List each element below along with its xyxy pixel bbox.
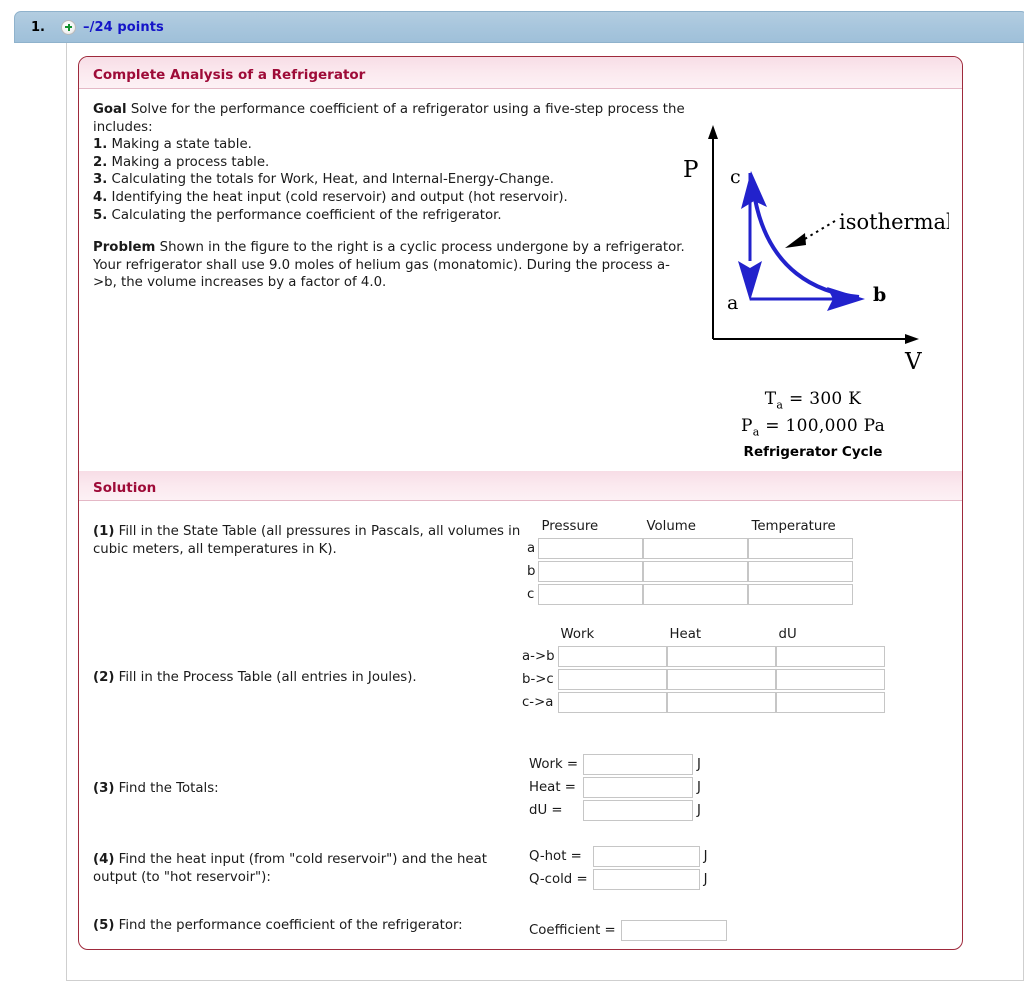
totals-label-du: dU =: [529, 803, 563, 818]
process-cell-ab-heat: [667, 645, 776, 668]
goal-paragraph: [93, 101, 693, 136]
parameter-Pa-value: = 100,000 Pa: [765, 416, 886, 437]
totals-unit-heat: J: [697, 780, 701, 795]
totals-cell-work: [583, 753, 693, 776]
axis-label-pressure: P: [683, 157, 699, 183]
state-table-wrapper: [527, 519, 853, 606]
q-input-hot[interactable]: [593, 846, 700, 867]
q-row-hot: [529, 845, 708, 868]
problem-description: Shown in the figure to the right is a cyclic process undergone by a refrigerator. Your refrigerator shall use 9.0 moles of helium gas (monatomic). During the process a->b, the volume increases by a factor of 4.0.: [93, 240, 685, 291]
step-text-3: Calculating the totals for Work, Heat, and Internal-Energy-Change.: [111, 172, 555, 188]
part3-number: (3): [93, 781, 115, 796]
problem-card: [78, 56, 963, 950]
state-input-a-volume[interactable]: [643, 538, 748, 559]
state-input-a-temperature[interactable]: [748, 538, 853, 559]
point-label-b: b: [873, 284, 887, 306]
state-input-c-volume[interactable]: [643, 584, 748, 605]
totals-input-heat[interactable]: [583, 777, 693, 798]
step-number-4: 4.: [93, 189, 108, 205]
process-table-col-heat: Heat: [669, 627, 702, 642]
totals-row-heat: [529, 776, 701, 799]
question-number: 1.: [31, 19, 45, 35]
totals-cell-du: [583, 799, 693, 822]
part2-text: Fill in the Process Table (all entries in Joules).: [118, 670, 417, 685]
coefficient-input[interactable]: [621, 920, 727, 941]
step-number-2: 2.: [93, 154, 108, 170]
totals-table: [529, 753, 701, 822]
parameter-Pa-subscript: a: [752, 425, 760, 439]
state-input-c-pressure[interactable]: [538, 584, 643, 605]
point-label-c: c: [730, 166, 741, 188]
state-table-corner: [527, 519, 538, 537]
coefficient-wrapper: [529, 919, 727, 942]
figure-caption: Refrigerator Cycle: [743, 443, 883, 460]
q-row-cold: [529, 868, 708, 891]
part3-prompt: [93, 780, 523, 798]
solution-body: [79, 501, 962, 950]
state-cell-b-temperature: [748, 560, 853, 583]
problem-title: Complete Analysis of a Refrigerator: [93, 67, 366, 83]
state-cell-a-pressure: [538, 537, 643, 560]
point-label-a: a: [727, 292, 739, 314]
process-cell-ab-du: [776, 645, 885, 668]
points-label: –/24 points: [83, 19, 164, 35]
step-number-5: 5.: [93, 207, 108, 223]
process-input-ab-du[interactable]: [776, 646, 885, 667]
coefficient-label: Coefficient =: [529, 923, 616, 938]
problem-paragraph: [93, 239, 693, 292]
part3-text: Find the Totals:: [118, 781, 219, 796]
step-text-1: Making a state table.: [111, 137, 252, 153]
goal-text: Solve for the performance coefficient of a refrigerator using a five-step process the includes:: [93, 102, 685, 135]
goal-label: Goal: [93, 102, 127, 117]
step-number-1: 1.: [93, 137, 108, 153]
q-unit-hot: J: [703, 849, 708, 864]
part4-number: (4): [93, 852, 115, 867]
q-cell-cold: [593, 868, 700, 891]
problem-text-block: [93, 101, 693, 292]
step-text-5: Calculating the performance coefficient of the refrigerator.: [111, 207, 502, 223]
process-table-wrapper: [522, 627, 885, 714]
plus-circle-icon[interactable]: [61, 20, 76, 35]
parameter-Pa-symbol: P: [740, 416, 753, 437]
parameter-Ta: [677, 389, 949, 411]
state-table: [527, 519, 853, 606]
pv-diagram-svg: [677, 121, 949, 371]
process-table-corner: [522, 627, 558, 645]
problem-title-band: [79, 57, 962, 89]
q-unit-cold: J: [703, 872, 708, 887]
pressure-axis-arrowhead: [708, 125, 718, 139]
q-label-hot: Q-hot =: [529, 849, 582, 864]
parameter-Ta-value: = 300 K: [788, 389, 862, 409]
process-cell-bc-heat: [667, 668, 776, 691]
part2-number: (2): [93, 670, 115, 685]
step-text-4: Identifying the heat input (cold reservoir) and output (hot reservoir).: [111, 189, 568, 205]
table-row: [522, 645, 885, 668]
totals-label-work: Work =: [529, 757, 579, 772]
totals-input-work[interactable]: [583, 754, 693, 775]
coefficient-cell: [621, 919, 727, 942]
process-table: [522, 627, 885, 714]
state-input-a-pressure[interactable]: [538, 538, 643, 559]
step-item-5: [93, 207, 693, 225]
process-input-bc-work[interactable]: [558, 669, 667, 690]
totals-cell-heat: [583, 776, 693, 799]
process-input-ca-du[interactable]: [776, 692, 885, 713]
state-cell-b-pressure: [538, 560, 643, 583]
process-row-label-ca: c->a: [522, 695, 554, 710]
solution-title-band: [79, 471, 962, 501]
step-text-2: Making a process table.: [111, 154, 270, 170]
totals-input-du[interactable]: [583, 800, 693, 821]
process-cell-bc-du: [776, 668, 885, 691]
state-row-label-b: b: [527, 564, 536, 579]
part2-prompt: [93, 669, 523, 687]
process-input-ca-work[interactable]: [558, 692, 667, 713]
state-cell-c-temperature: [748, 583, 853, 606]
state-table-col-volume: Volume: [646, 519, 696, 534]
state-row-label-c: c: [527, 587, 535, 602]
state-input-c-temperature[interactable]: [748, 584, 853, 605]
totals-label-heat: Heat =: [529, 780, 576, 795]
process-input-ab-work[interactable]: [558, 646, 667, 667]
table-row: [527, 537, 853, 560]
totals-row-du: [529, 799, 701, 822]
process-row-label-bc: b->c: [522, 672, 554, 687]
solution-title: Solution: [93, 480, 157, 496]
part1-number: (1): [93, 524, 115, 539]
process-cell-ca-heat: [667, 691, 776, 714]
part5-prompt: [93, 917, 523, 935]
isothermal-annotation: isothermal: [839, 210, 949, 234]
q-input-cold[interactable]: [593, 869, 700, 890]
part5-number: (5): [93, 918, 115, 933]
totals-unit-work: J: [697, 757, 701, 772]
process-cell-ab-work: [558, 645, 667, 668]
state-cell-b-volume: [643, 560, 748, 583]
table-row: [527, 583, 853, 606]
figure-parameters: [677, 389, 949, 460]
part4-text: Find the heat input (from "cold reservoir") and the heat output (to "hot reservoir"):: [93, 852, 487, 885]
process-cell-ca-work: [558, 691, 667, 714]
process-input-ab-heat[interactable]: [667, 646, 776, 667]
process-input-bc-du[interactable]: [776, 669, 885, 690]
table-row: [522, 691, 885, 714]
step-item-2: [93, 154, 693, 172]
totals-row-work: [529, 753, 701, 776]
coefficient-table: [529, 919, 727, 942]
part5-text: Find the performance coefficient of the refrigerator:: [118, 918, 463, 933]
process-table-col-work: Work: [560, 627, 595, 642]
q-label-cold: Q-cold =: [529, 872, 588, 887]
problem-label: Problem: [93, 240, 156, 256]
process-row-label-ab: a->b: [522, 649, 555, 664]
q-fields-wrapper: [529, 845, 708, 891]
parameter-Pa: [677, 416, 949, 438]
step-number-3: 3.: [93, 172, 108, 188]
process-table-col-du: dU: [778, 627, 797, 642]
parameter-Ta-subscript: a: [776, 398, 784, 412]
part1-text: Fill in the State Table (all pressures in Pascals, all volumes in cubic meters, all temperatures in K).: [93, 524, 521, 557]
parameter-Ta-symbol: T: [764, 389, 777, 409]
totals-unit-du: J: [697, 803, 701, 818]
state-cell-c-pressure: [538, 583, 643, 606]
process-c-to-a-arrowhead: [738, 261, 762, 301]
state-cell-c-volume: [643, 583, 748, 606]
process-cell-ca-du: [776, 691, 885, 714]
coefficient-row: [529, 919, 727, 942]
process-table-header-row: [522, 627, 885, 645]
q-cell-hot: [593, 845, 700, 868]
problem-statement-area: [79, 89, 962, 471]
step-item-1: [93, 136, 693, 154]
state-table-header-row: [527, 519, 853, 537]
volume-axis-arrowhead: [905, 334, 919, 344]
step-item-4: [93, 189, 693, 207]
isothermal-pointer-arrowhead: [785, 233, 806, 248]
state-input-b-pressure[interactable]: [538, 561, 643, 582]
state-table-col-pressure: Pressure: [541, 519, 599, 534]
totals-wrapper: [529, 753, 701, 822]
question-header-bar: [14, 11, 1024, 43]
part1-prompt: [93, 523, 523, 558]
state-table-col-temperature: Temperature: [751, 519, 836, 534]
table-row: [527, 560, 853, 583]
step-item-3: [93, 171, 693, 189]
table-row: [522, 668, 885, 691]
state-input-b-volume[interactable]: [643, 561, 748, 582]
process-input-bc-heat[interactable]: [667, 669, 776, 690]
process-input-ca-heat[interactable]: [667, 692, 776, 713]
process-cell-bc-work: [558, 668, 667, 691]
isothermal-pointer-line: [803, 221, 835, 240]
state-cell-a-temperature: [748, 537, 853, 560]
q-fields-table: [529, 845, 708, 891]
state-cell-a-volume: [643, 537, 748, 560]
text-spacer: [93, 224, 693, 239]
state-row-label-a: a: [527, 541, 536, 556]
part4-prompt: [93, 851, 523, 886]
axis-label-volume: V: [905, 349, 922, 371]
state-input-b-temperature[interactable]: [748, 561, 853, 582]
